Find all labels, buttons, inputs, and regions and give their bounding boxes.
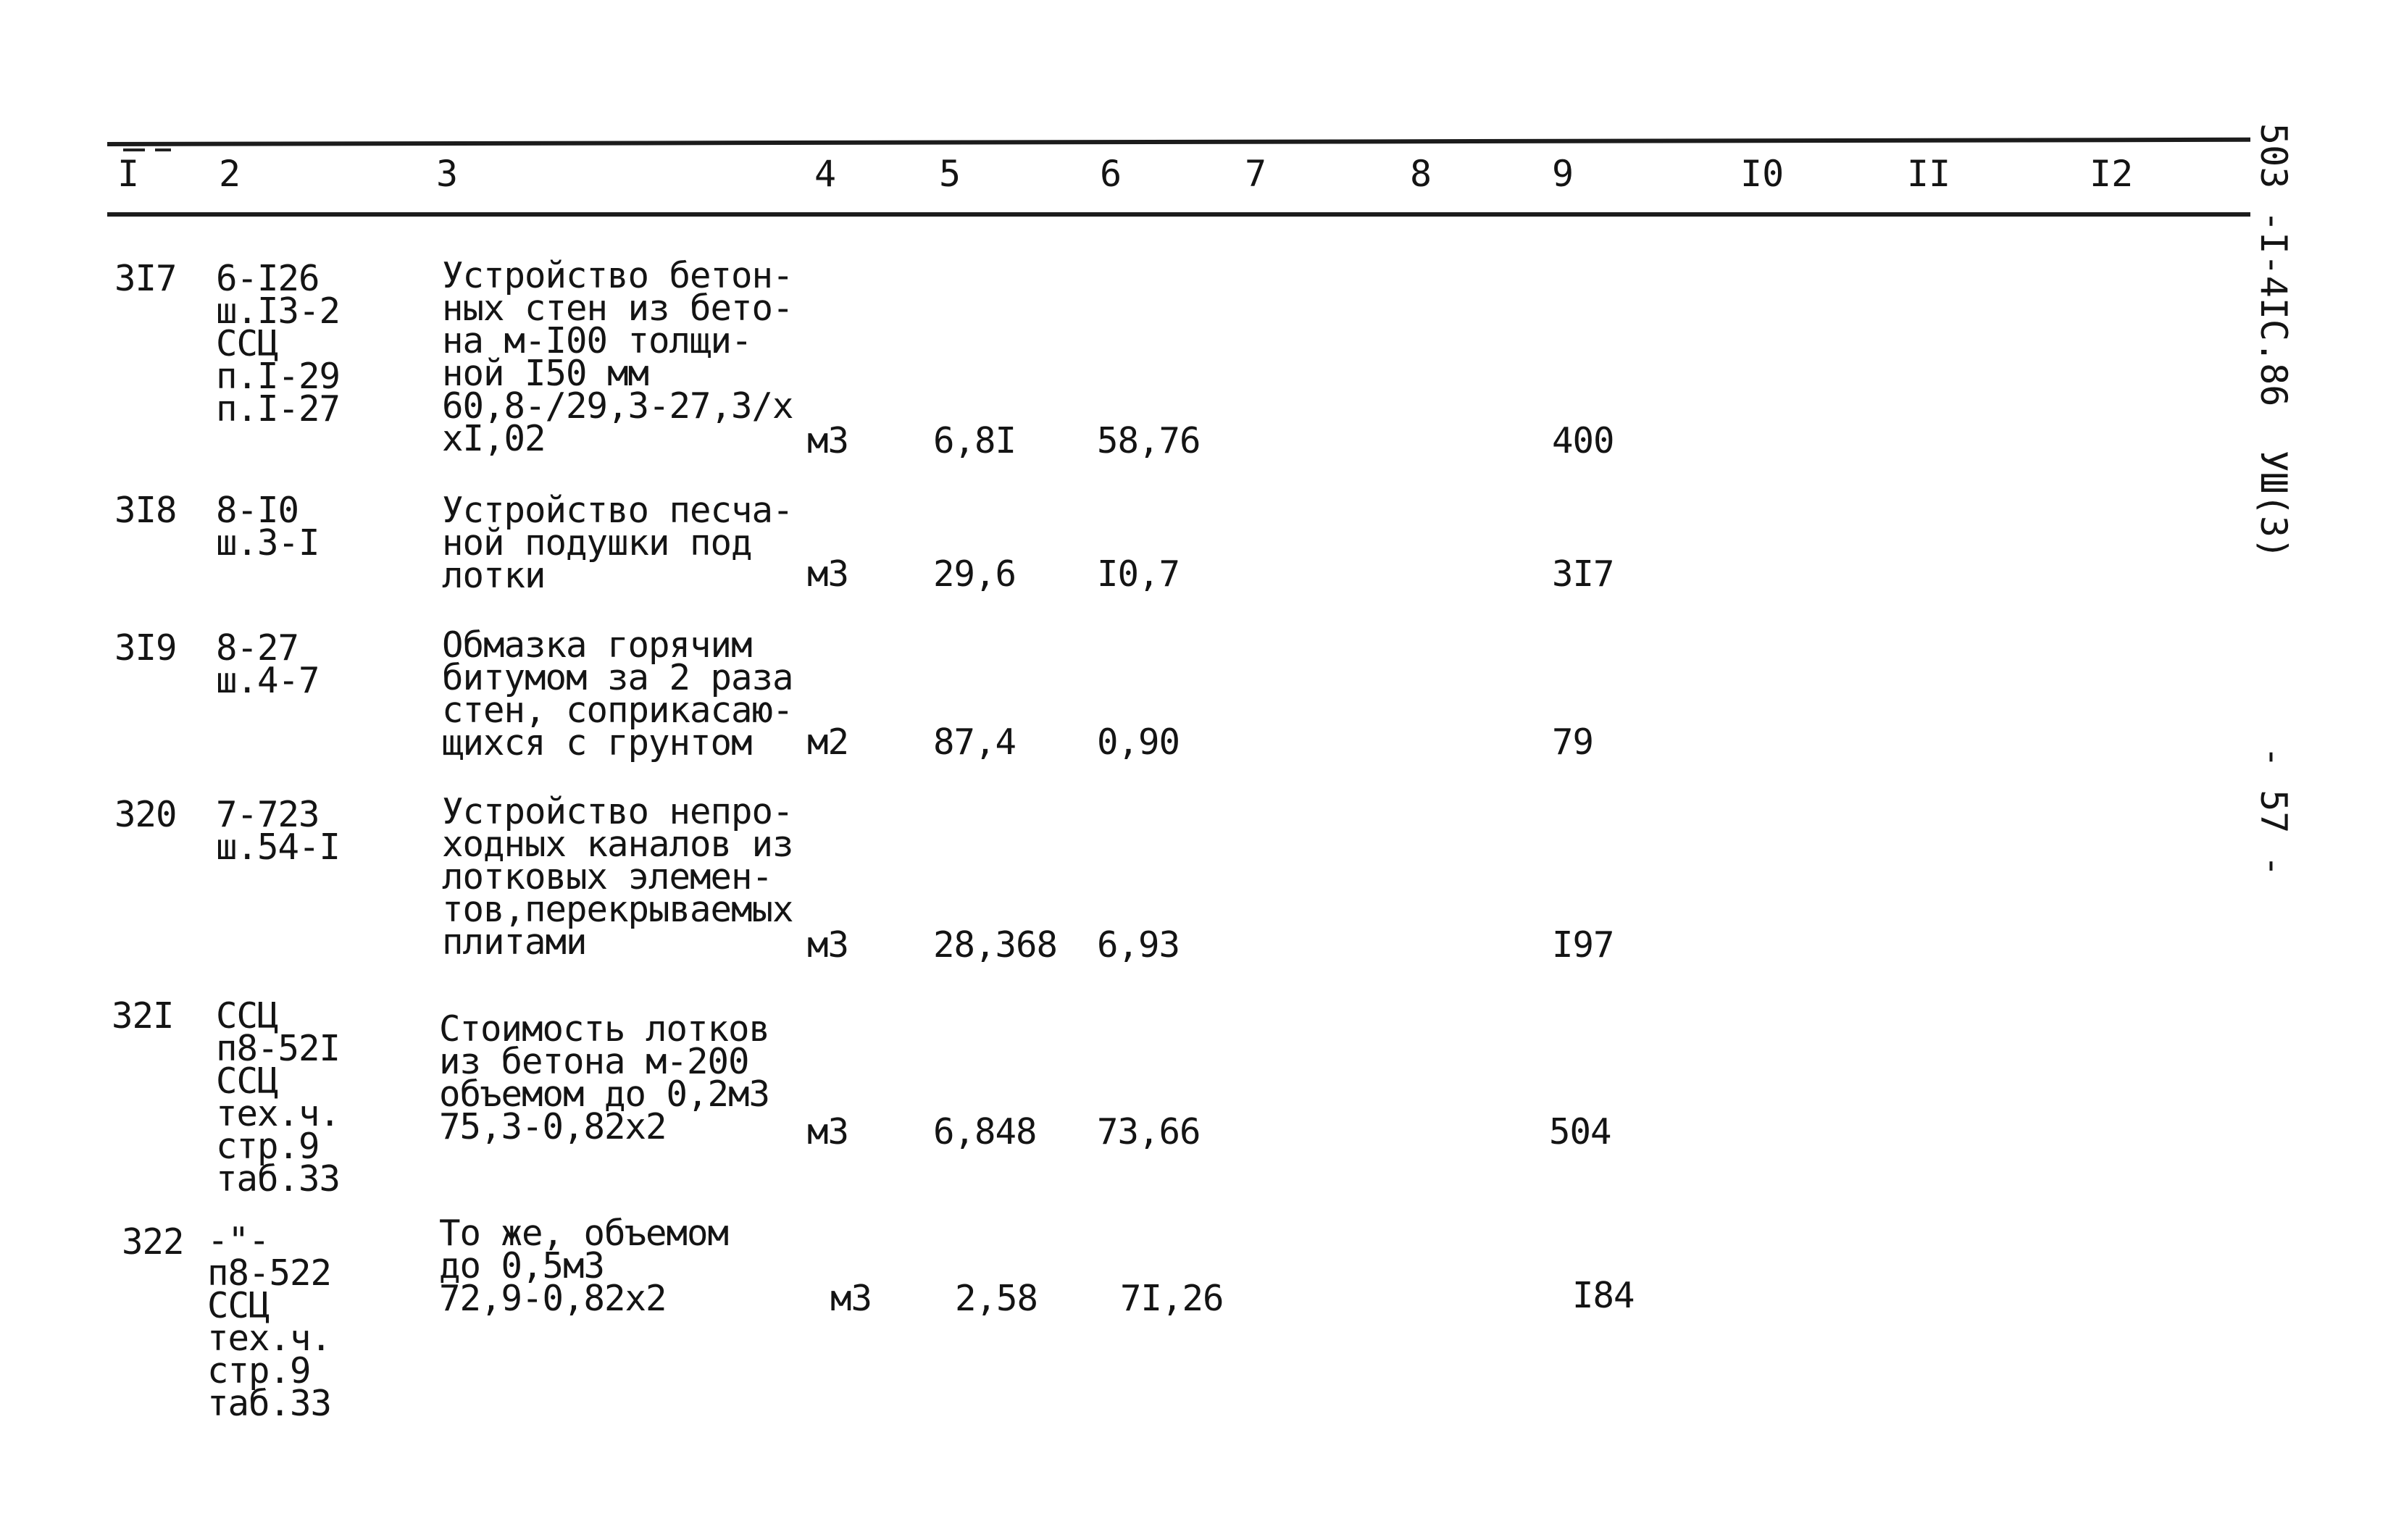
row-quantity: 6,8I — [933, 420, 1017, 461]
column-header-1: I — [117, 153, 140, 195]
row-total: I84 — [1572, 1275, 1635, 1316]
row-quantity: 87,4 — [933, 721, 1017, 763]
row-unit-price: 73,66 — [1097, 1111, 1201, 1152]
row-quantity: 29,6 — [933, 553, 1017, 595]
row-unit-price: 0,90 — [1097, 721, 1180, 763]
column-header-3: 3 — [436, 153, 459, 195]
page-number-vertical — [2253, 746, 2295, 877]
column-header-4: 4 — [814, 153, 837, 195]
header-dash-mark — [123, 148, 145, 151]
row-quantity: 28,368 — [933, 924, 1058, 966]
row-total: I97 — [1552, 924, 1614, 966]
row-unit: м3 — [807, 553, 849, 595]
row-number: 3I8 — [114, 490, 177, 531]
row-code: 6-I26 ш.I3-2 ССЦ п.I-29 п.I-27 — [216, 258, 341, 430]
row-description: То же, объемом до 0,5м3 72,9-0,82х2 — [439, 1213, 729, 1319]
row-number: 3I9 — [114, 627, 177, 669]
row-unit-price: 7I,26 — [1120, 1278, 1224, 1319]
page-number-text: - 57 - — [2253, 746, 2295, 877]
row-quantity: 2,58 — [955, 1278, 1038, 1319]
column-header-11: II — [1907, 153, 1951, 195]
header-top-rule — [107, 138, 2250, 146]
header-bottom-rule — [107, 212, 2250, 217]
row-total: 400 — [1552, 420, 1614, 461]
column-header-8: 8 — [1410, 153, 1432, 195]
row-code: 7-723 ш.54-I — [216, 794, 341, 868]
column-header-12: I2 — [2090, 153, 2134, 195]
row-code: -"- п8-522 ССЦ тех.ч. стр.9 таб.33 — [207, 1220, 332, 1424]
row-total: 79 — [1552, 721, 1594, 763]
row-code: ССЦ п8-52I ССЦ тех.ч. стр.9 таб.33 — [216, 995, 341, 1200]
column-header-5: 5 — [939, 153, 961, 195]
row-description: Устройство непро- ходных каналов из лотковых элемен- тов,перекрываемых плитами — [442, 791, 793, 963]
row-code: 8-I0 ш.3-I — [216, 490, 320, 564]
document-code-vertical — [2253, 123, 2295, 560]
row-unit: м3 — [807, 420, 849, 461]
row-number: 320 — [114, 794, 177, 835]
column-header-2: 2 — [219, 153, 241, 195]
row-unit-price: I0,7 — [1097, 553, 1180, 595]
row-unit: м3 — [807, 924, 849, 966]
row-code: 8-27 ш.4-7 — [216, 627, 320, 701]
row-description: Стоимость лотков из бетона м-200 объемом до 0,2м3 75,3-0,82х2 — [439, 1008, 770, 1147]
header-dash-mark — [155, 148, 171, 151]
column-header-9: 9 — [1552, 153, 1574, 195]
row-number: 322 — [122, 1221, 184, 1263]
row-unit: м3 — [830, 1278, 872, 1319]
column-header-10: I0 — [1740, 153, 1785, 195]
row-unit: м2 — [807, 721, 849, 763]
row-description: Устройство песча- ной подушки под лотки — [442, 490, 793, 596]
row-quantity: 6,848 — [933, 1111, 1037, 1152]
row-description: Обмазка горячим битумом за 2 раза стен, соприкасаю- щихся с грунтом — [442, 624, 793, 763]
row-unit: м3 — [807, 1111, 849, 1152]
row-number: 3I7 — [114, 258, 177, 299]
row-total: 3I7 — [1552, 553, 1614, 595]
row-description: Устройство бетон- ных стен из бето- на м-I00 толщи- ной I50 мм 60,8-/29,3-27,3/х хI,02 — [442, 255, 793, 459]
row-number: 32I — [112, 995, 174, 1037]
document-code-text: 503 -I-4IC.86 УШ(3) — [2253, 123, 2295, 560]
column-header-6: 6 — [1100, 153, 1122, 195]
row-unit-price: 58,76 — [1097, 420, 1201, 461]
column-header-7: 7 — [1245, 153, 1267, 195]
row-unit-price: 6,93 — [1097, 924, 1180, 966]
row-total: 504 — [1549, 1111, 1611, 1152]
